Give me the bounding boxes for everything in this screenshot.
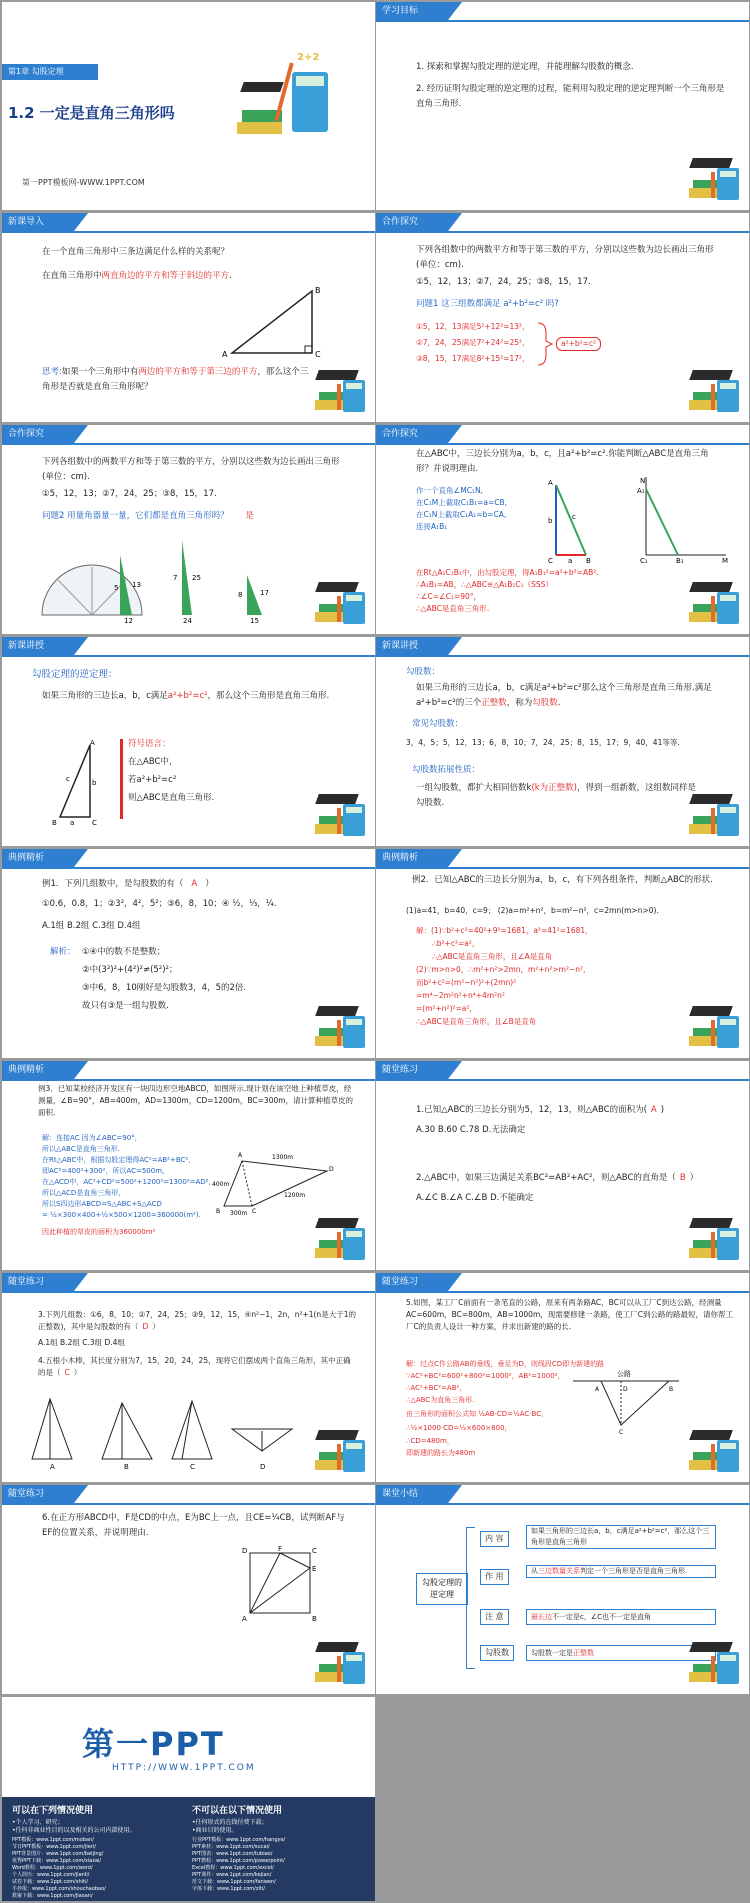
result-1: ①5，12，13满足5²+12²=13²， [416, 322, 530, 331]
step-8: = ½×300×400+½×500×1200=360000(m²). [42, 1211, 201, 1219]
step-5: 由三角形的面积公式知 ½AB·CD=½AC·BC， [406, 1410, 549, 1418]
link[interactable]: 试卷下载：www.1ppt.com/shiti/ [12, 1879, 89, 1885]
books-illustration [687, 782, 741, 838]
step-4: (2)∵m>n>0，∴m²+n²>2mn，m²+n²>m²−n²， [416, 965, 591, 974]
step-1: 解：过点C作公路AB的垂线，垂足为D，则线段CD即为新建的路 [406, 1360, 605, 1368]
header-rule [2, 655, 375, 657]
step-1: 作一个直角∠MC₁N, [416, 486, 483, 495]
step-4: ∴△ABC为直角三角形. [406, 1396, 475, 1404]
explore-intro: 下列各组数中的两数平方和等于第三数的平方，分别以这些数为边长画出三角形(单位：cm). [416, 245, 714, 270]
link[interactable]: 字体下载：www.1ppt.com/ziti/ [192, 1886, 265, 1892]
header-rule [2, 1291, 375, 1293]
solution-2: ②中(3²)²+(4²)²≠(5²)²； [82, 965, 178, 975]
header-rule [376, 231, 749, 233]
practice-q1-options: A.30 B.60 C.78 D.无法确定 [416, 1125, 526, 1135]
slide-goals [376, 2, 749, 210]
step-3: ∴△ABC是直角三角形，且∠A是直角 [432, 952, 553, 961]
step-4: 即AC²=400²+300²，所以AC=500m， [42, 1167, 170, 1175]
books-illustration [313, 1206, 367, 1262]
number-sets: ①5，12，13；②7，24，25；③8，15，17. [42, 489, 217, 499]
books-illustration [687, 994, 741, 1050]
proof-2: ∴A₁B₁=AB，∴△ABC≌△A₁B₁C₁（SSS） [416, 580, 553, 589]
slide-example-2 [376, 849, 749, 1058]
svg-text:b: b [548, 517, 553, 525]
link[interactable]: 行业PPT模板：www.1ppt.com/hangye/ [192, 1837, 286, 1843]
quadrilateral-figure [212, 1141, 342, 1216]
step-3: 在Rt△ABC中，根据勾股定理得AC²=AB²+BC²， [42, 1156, 196, 1164]
vertex-b: B [315, 286, 321, 295]
education-illustration: 2+2 [232, 52, 342, 152]
svg-text:a: a [568, 557, 573, 565]
step-4: 连接A₁B₁ [416, 522, 448, 531]
proof-1: 在Rt△A₁C₁B₁中，由勾股定理，得A₁B₁²=a²+b²=AB². [416, 568, 599, 577]
header-rule [376, 867, 749, 869]
svg-text:A: A [548, 479, 553, 487]
header-rule [2, 1079, 375, 1081]
slide-pythagorean-triples [376, 637, 749, 846]
symbol-box [120, 739, 123, 819]
svg-text:A: A [238, 1152, 243, 1159]
slide-header: 随堂练习 [376, 1273, 448, 1291]
example-1-items: ①0.6，0.8，1；②3²，4²，5²；③6，8，10；④ ½，⅓，¼. [42, 899, 277, 909]
svg-text:400m: 400m [212, 1181, 230, 1188]
header-rule [2, 867, 375, 869]
side-25: 25 [192, 574, 201, 582]
step-3: ∴AC²+BC²=AB²， [406, 1384, 467, 1392]
common-title: 常见勾股数： [412, 719, 464, 729]
slide-header: 随堂练习 [2, 1273, 74, 1291]
svg-text:B₁: B₁ [676, 557, 684, 565]
step-2: ∴b²+c²=a²， [432, 939, 480, 948]
common-triples: 3，4，5；5，12，13；6，8，10；7，24，25；8，15，17；9，40，41等等. [406, 738, 680, 747]
svg-text:B: B [586, 557, 591, 565]
logo-url: HTTP://WWW.1PPT.COM [112, 1763, 256, 1773]
slide-header: 典例精析 [2, 1061, 74, 1079]
side-7: 7 [173, 574, 178, 582]
header-rule [2, 1503, 375, 1505]
cannot-use-title: 不可以在以下情况使用 [192, 1806, 283, 1816]
svg-text:c: c [572, 513, 576, 521]
step-2: 在C₁M上截取C₁B₁=a=CB, [416, 498, 508, 507]
can-use-1: •个人学习、研究； [12, 1819, 64, 1826]
step-2: 所以△ABC是直角三角形. [42, 1145, 120, 1153]
svg-text:D: D [260, 1463, 266, 1469]
svg-text:300m: 300m [230, 1210, 248, 1216]
svg-text:A: A [595, 1386, 600, 1393]
svg-text:D: D [242, 1547, 248, 1555]
side-12: 12 [124, 617, 133, 625]
usage-panel [2, 1797, 375, 1901]
step-3: 在C₁N上截取C₁A₁=b=CA, [416, 510, 507, 519]
step-5: 而b²+c²=(m²−n²)²+(2mn)² [416, 978, 517, 987]
svg-text:C: C [190, 1463, 195, 1469]
solution-3: ③中6，8，10刚好是勾股数3，4，5的2倍. [82, 983, 247, 993]
link[interactable]: 优秀PPT下载：www.1ppt.com/xiazai/ [12, 1858, 102, 1864]
header-rule [376, 655, 749, 657]
example-2-conditions: (1)a=41，b=40，c=9； (2)a=m²+n²，b=m²−n²，c=2mn(m>n>0). [406, 906, 659, 915]
slide-header: 合作探究 [376, 213, 448, 231]
link[interactable]: PPT素材：www.1ppt.com/sucai/ [192, 1844, 270, 1850]
cannot-use-2: •商业目的使用。 [192, 1827, 238, 1834]
header-rule [376, 1079, 749, 1081]
explore-intro: 下列各组数中的两数平方和等于第三数的平方，分别以这些数为边长画出三角形(单位：cm). [42, 457, 340, 482]
goal-2: 2. 经历证明勾股定理的逆定理的过程，能利用勾股定理的逆定理判断一个三角形是直角三角形. [416, 84, 725, 109]
books-illustration [313, 1630, 367, 1686]
slide-header: 合作探究 [2, 425, 74, 443]
intro-question: 在一个直角三角形中三条边满足什么样的关系呢？ [42, 247, 230, 257]
side-24: 24 [183, 617, 192, 625]
link[interactable]: PPT课件：www.1ppt.com/kejian/ [192, 1872, 272, 1878]
property-body: 一组勾股数，都扩大相同倍数k(k为正整数)，得到一组新数，这组数同样是勾股数. [416, 783, 697, 808]
svg-text:C: C [619, 1429, 624, 1436]
step-1: 解：(1)∵b²+c²=40²+9²=1681，a²=41²=1681， [416, 926, 593, 935]
square-figure [242, 1545, 322, 1625]
svg-text:A: A [50, 1463, 55, 1469]
link[interactable]: 范文下载：www.1ppt.com/fanwen/ [192, 1879, 276, 1885]
svg-text:C: C [312, 1547, 317, 1555]
road-figure [571, 1367, 681, 1437]
svg-text:B: B [216, 1208, 221, 1215]
slide-summary [376, 1485, 749, 1694]
slide-practice-3 [376, 1273, 749, 1482]
svg-text:1200m: 1200m [284, 1192, 306, 1199]
slide-header: 随堂练习 [376, 1061, 448, 1079]
step-6: ∴½×1000·CD=½×600×800， [406, 1424, 512, 1432]
books-illustration [687, 146, 741, 202]
number-sets: ①5，12，13；②7，24，25；③8，15，17. [416, 277, 591, 287]
svg-text:D: D [329, 1166, 334, 1173]
summary-center: 勾股定理的逆定理 [416, 1573, 468, 1605]
step-7: ∴CD=480m， [406, 1437, 454, 1445]
books-illustration [313, 1418, 367, 1474]
theorem-title: 勾股定理的逆定理： [32, 669, 118, 680]
slide-example-3 [2, 1061, 375, 1270]
slide-explore-1 [376, 213, 749, 422]
svg-text:B: B [669, 1386, 674, 1393]
cannot-use-1: •任何形式的在线付费下载； [192, 1819, 268, 1826]
vertex-c: C [315, 350, 321, 359]
books-illustration [313, 570, 367, 626]
slide-practice-1 [376, 1061, 749, 1270]
brace-arrow [536, 321, 556, 367]
slide-cover [2, 2, 375, 210]
step-8: 即新建的路长为480m [406, 1449, 476, 1457]
step-7: 所以S四边形ABCD=S△ABC+S△ACD [42, 1200, 162, 1208]
symbol-line-3: 则△ABC是直角三角形. [128, 793, 215, 803]
slide-header: 学习目标 [376, 2, 448, 20]
result-3: ③8，15，17满足8²+15²=17²， [416, 354, 530, 363]
links-left [12, 1837, 106, 1900]
proof-4: ∴△ABC是直角三角形. [416, 604, 490, 613]
solution-label: 解析： [50, 947, 76, 957]
step-8: ∴△ABC是直角三角形，且∠B是直角 [416, 1017, 537, 1026]
think-prompt: 思考:如果一个三角形中有两边的平方和等于第三边的平方，那么这个三角形是否就是直角三角形呢？ [42, 367, 309, 392]
slide-explore-2 [2, 425, 375, 634]
link[interactable]: Word教程：www.1ppt.com/word/ [12, 1865, 93, 1871]
svg-text:B: B [312, 1615, 317, 1623]
example-1-options: A.1组 B.2组 C.3组 D.4组 [42, 921, 141, 931]
can-use-title: 可以在下列情况使用 [12, 1806, 94, 1816]
symbol-title: 符号语言： [128, 739, 171, 749]
property-title: 勾股数拓展性质： [412, 765, 481, 775]
step-1: 解：连接AC 因为∠ABC=90°， [42, 1134, 142, 1142]
example-1-question: 例1．下列几组数中，是勾股数的有（ A ） [42, 879, 214, 889]
step-5: 在△ACD中，AC²+CD²=500²+1200²=1300²=AD²， [42, 1178, 216, 1186]
side-15: 15 [250, 617, 259, 625]
slide-header: 新课讲授 [376, 637, 448, 655]
svg-text:A: A [90, 739, 95, 747]
books-illustration [687, 1418, 741, 1474]
header-rule [376, 1503, 749, 1505]
svg-text:B: B [52, 819, 57, 827]
link[interactable]: 教案下载：www.1ppt.com/jiaoan/ [12, 1893, 93, 1899]
proof-3: ∴∠C=∠C₁=90°， [416, 592, 482, 601]
header-rule [376, 1291, 749, 1293]
svg-text:M: M [722, 557, 729, 565]
triangle-construction-figure [546, 475, 736, 565]
can-use-2: •任何非商业性目的以及相关的公司内部使用。 [12, 1827, 136, 1834]
svg-text:a: a [70, 819, 75, 827]
slide-header: 典例精析 [376, 849, 448, 867]
practice-q1: 1.已知△ABC的三边长分别为5，12，13，则△ABC的面积为( A ) [416, 1105, 665, 1115]
svg-text:公路: 公路 [617, 1370, 631, 1378]
question-1: 问题1 这三组数都满足 a²+b²=c² 吗? [416, 299, 559, 309]
svg-text:D: D [623, 1386, 628, 1393]
svg-text:C: C [92, 819, 97, 827]
header-rule [376, 443, 749, 445]
right-triangle-figure [222, 283, 332, 363]
books-illustration [687, 1630, 741, 1686]
side-13: 13 [132, 581, 141, 589]
result-2: ②7，24，25满足7²+24²=25²， [416, 338, 530, 347]
svg-text:b: b [92, 779, 97, 787]
link[interactable]: PPT模板：www.1ppt.com/moban/ [12, 1837, 94, 1843]
chapter-tag: 第1章 勾股定理 [2, 64, 98, 80]
practice-q6: 6.在正方形ABCD中，F是CD的中点，E为BC上一点，且CE=¼CB，试判断AF与EF的位置关系，并说明理由. [42, 1513, 345, 1538]
practice-q4: 4.五根小木棒，其长度分别为7，15，20，24，25，现将它们摆成两个直角三角形，其中正确的是（ C ） [38, 1356, 351, 1377]
slide-practice-2 [2, 1273, 375, 1482]
theorem-triangle-figure [52, 737, 112, 827]
slide-header: 新课讲授 [2, 637, 74, 655]
slide-header: 随堂练习 [2, 1485, 74, 1503]
practice-q5: 5.如图，某工厂C前面有一条笔直的公路，原来有两条路AC，BC可以从工厂C到达公路，经测量AC=600m，BC=800m，AB=1000m，现需要修建一条路，使工厂C到公路的路最短，请你帮工厂C的负责人设计一种方案，并求出新建的路的长. [406, 1298, 733, 1331]
logo-area [2, 1697, 375, 1797]
summary-bracket [466, 1527, 475, 1669]
header-rule [376, 20, 749, 22]
summary-row-use: 从三边数量关系判定一个三角形是否是直角三角形. [526, 1565, 716, 1578]
step-9: 因此种植的草皮的面积为360000m² [42, 1228, 156, 1236]
header-rule [2, 231, 375, 233]
symbol-line-2: 若a²+b²=c² [128, 775, 177, 785]
practice-q3-options: A.1组 B.2组 C.3组 D.4组 [38, 1338, 125, 1347]
slide-intro [2, 213, 375, 422]
symbol-line-1: 在△ABC中， [128, 757, 178, 767]
stick-triangles-figure [22, 1389, 302, 1469]
svg-text:A: A [242, 1615, 247, 1623]
conclusion: a²+b²=c² [556, 337, 601, 351]
link[interactable]: 节日PPT模板：www.1ppt.com/jieri/ [12, 1844, 96, 1850]
svg-text:B: B [124, 1463, 129, 1469]
slide-header: 新课导入 [2, 213, 74, 231]
link[interactable]: PPT背景图片：www.1ppt.com/beijing/ [12, 1851, 104, 1857]
summary-row-triples: 勾股数一定是正整数 [526, 1645, 716, 1661]
side-5: 5 [114, 584, 119, 592]
lesson-title: 1.2 一定是直角三角形吗 [8, 104, 175, 122]
slide-ending [2, 1697, 375, 1901]
step-6: =m⁴−2m²n²+n⁴+4m²n² [416, 991, 505, 1000]
summary-row-triples-label: 勾股数 [480, 1645, 514, 1661]
vertex-a: A [222, 350, 228, 359]
side-17: 17 [260, 589, 269, 597]
site-text: 第一PPT模板网-WWW.1PPT.COM [22, 178, 145, 187]
slide-theorem [2, 637, 375, 846]
summary-row-content: 如果三角形的三边长a，b，c满足a²+b²=c²，那么这个三角形是直角三角形 [526, 1525, 716, 1549]
summary-row-use-label: 作 用 [480, 1569, 509, 1585]
solution-1: ①④中的数不是整数； [82, 947, 166, 957]
svg-text:A₁: A₁ [637, 487, 645, 495]
link[interactable]: PPT教程：www.1ppt.com/powerpoint/ [192, 1858, 285, 1864]
svg-text:F: F [278, 1545, 283, 1553]
summary-row-note-label: 注 意 [480, 1609, 509, 1625]
links-right [192, 1837, 285, 1893]
problem: 在△ABC中，三边长分别为a，b，c，且a²+b²=c².你能判断△ABC是直角三角形？并说明理由. [416, 449, 709, 474]
svg-text:C₁: C₁ [640, 557, 648, 565]
books-illustration [313, 782, 367, 838]
books-illustration [687, 570, 741, 626]
intro-answer: 在直角三角形中两直角边的平方和等于斜边的平方. [42, 271, 232, 281]
slide-practice-4 [2, 1485, 375, 1694]
svg-text:C: C [548, 557, 553, 565]
books-illustration [313, 994, 367, 1050]
link[interactable]: 手抄报：www.1ppt.com/shouchaobao/ [12, 1886, 106, 1892]
practice-q2-options: A.∠C B.∠A C.∠B D.不能确定 [416, 1193, 534, 1203]
practice-q3: 3.下列几组数：①6，8，10；②7，24，25；③9，12，15，④n²−1，2n，n²+1(n是大于1的正整数)，其中是勾股数的有（ D ） [38, 1310, 356, 1331]
triples-title: 勾股数： [406, 667, 441, 677]
side-8: 8 [238, 591, 243, 599]
svg-text:C: C [252, 1208, 257, 1215]
solution-4: 故只有③是一组勾股数. [82, 1001, 169, 1011]
slide-example-1 [2, 849, 375, 1058]
link[interactable]: PPT图表：www.1ppt.com/tubiao/ [192, 1851, 273, 1857]
summary-row-content-label: 内 容 [480, 1531, 509, 1547]
link[interactable]: 个人简历：www.1ppt.com/jianli/ [12, 1872, 90, 1878]
header-rule [2, 443, 375, 445]
step-2: ∵AC²+BC²=600²+800²=1000²，AB²=1000²， [406, 1372, 565, 1380]
svg-text:N: N [640, 477, 646, 485]
slide-explore-3 [376, 425, 749, 634]
link[interactable]: Excel教程：www.1ppt.com/excel/ [192, 1865, 274, 1871]
triples-body: 如果三角形的三边长a，b，c满足a²+b²=c²那么这个三角形是直角三角形.满足a²+b²=c²的三个正整数，称为勾股数. [416, 683, 712, 708]
logo-text: 第一PPT [82, 1725, 225, 1763]
step-7: =(m²+n²)²=a²， [416, 1004, 477, 1013]
step-6: 所以△ACD是直角三角形， [42, 1189, 126, 1197]
svg-text:1300m: 1300m [272, 1154, 294, 1161]
slide-header: 合作探究 [376, 425, 448, 443]
question-2: 问题2 用量角器量一量，它们都是直角三角形吗？ 是 [42, 511, 254, 521]
books-illustration [313, 358, 367, 414]
example-3-question: 例3．已知某校经济开发区有一块四边形空地ABCD，如图所示.现计划在该空地上种植草皮，经测量，∠B=90°，AB=400m，AD=1300m，CD=1200m，BC=300m，请计算种植草皮的面积. [38, 1084, 354, 1117]
practice-q2: 2.△ABC中，如果三边满足关系BC²=AB²+AC²，则△ABC的直角是（ B ） [416, 1173, 699, 1183]
example-2-question: 例2．已知△ABC的三边长分别为a，b，c，有下列各组条件，判断△ABC的形状. [412, 875, 713, 885]
goal-1: 1. 探索和掌握勾股定理的逆定理，并能理解勾股数的概念. [416, 62, 634, 72]
books-illustration [687, 1206, 741, 1262]
books-illustration [687, 358, 741, 414]
slide-header: 课堂小结 [376, 1485, 448, 1503]
summary-row-note: 最长边不一定是c，∠C也不一定是直角 [526, 1609, 716, 1625]
svg-text:E: E [312, 1565, 317, 1573]
theorem-body: 如果三角形的三边长a，b，c满足a²+b²=c²，那么这个三角形是直角三角形. [42, 691, 330, 701]
slide-header: 典例精析 [2, 849, 74, 867]
svg-text:c: c [66, 775, 70, 783]
